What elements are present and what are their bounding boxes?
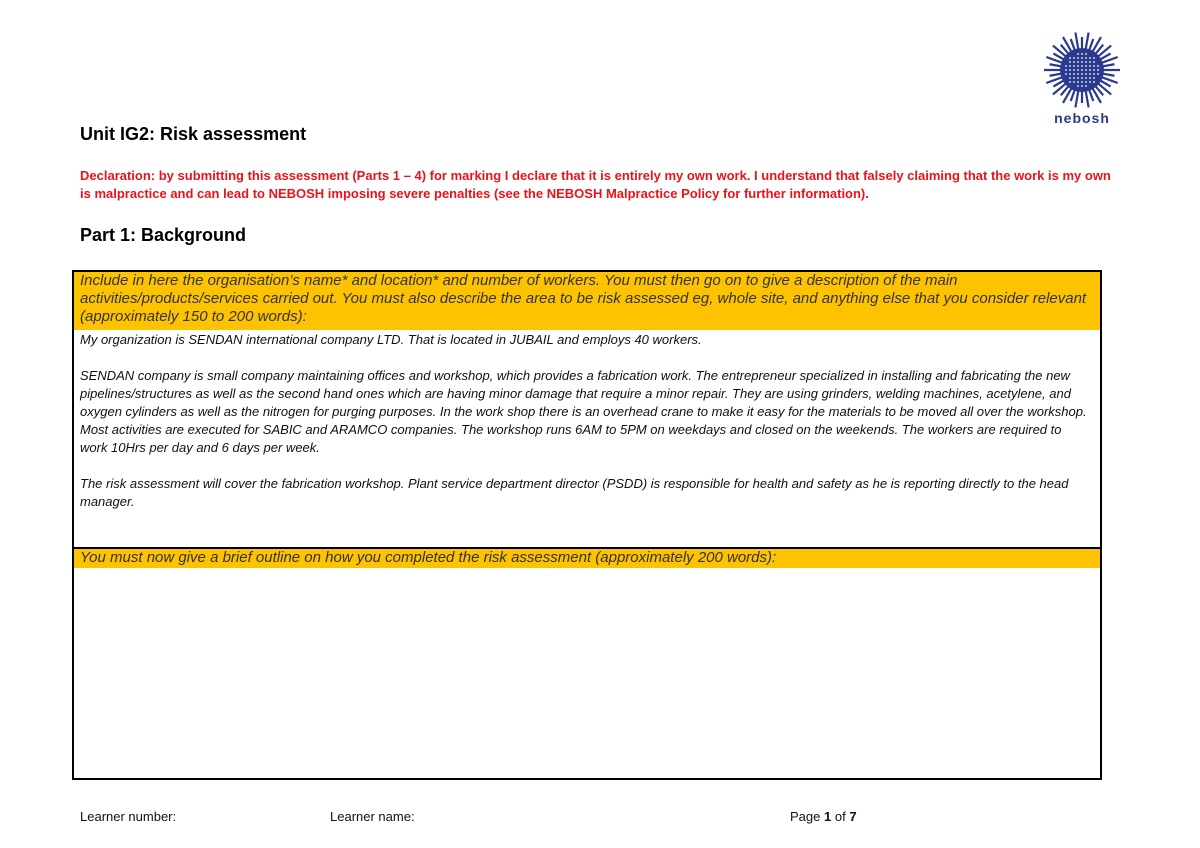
answer-paragraph: The risk assessment will cover the fabrication workshop. Plant service department director (PSDD) is responsible for health and safety as he is reporting directly to the head manager. xyxy=(80,476,1069,509)
learner-name-label: Learner name: xyxy=(330,809,415,824)
page-title: Unit IG2: Risk assessment xyxy=(80,124,307,144)
page-indicator xyxy=(790,809,857,824)
organisation-prompt: Include in here the organisation’s name* and location* and number of workers. You must then go on to give a description of the main activities/products/services carried out. You must also describe the area to be risk assessed eg, whole site, and anything else that you consider relevant (approximately 150 to 200 words): xyxy=(74,272,1100,330)
nebosh-logo xyxy=(1040,30,1124,126)
outline-answer-area[interactable] xyxy=(74,568,1100,778)
section-title: Part 1: Background xyxy=(80,225,247,245)
page-prefix: Page xyxy=(790,809,821,824)
outline-prompt: You must now give a brief outline on how you completed the risk assessment (approximately 200 words): xyxy=(74,549,1100,568)
page-total: 7 xyxy=(849,809,857,824)
page-current: 1 xyxy=(824,809,832,824)
declaration-text: Declaration: by submitting this assessment (Parts 1 – 4) for marking I declare that it is entirely my own work. I understand that falsely claiming that the work is my own is malpractice and can lead to NEBOSH imposing severe penalties (see the NEBOSH Malpractice Policy for further information). xyxy=(80,168,1111,201)
background-form-box xyxy=(72,270,1102,780)
answer-paragraph: My organization is SENDAN international company LTD. That is located in JUBAIL and employs 40 workers. xyxy=(80,332,702,347)
learner-number-label: Learner number: xyxy=(80,809,177,824)
background-answer[interactable] xyxy=(80,331,1090,529)
answer-paragraph: SENDAN company is small company maintaining offices and workshop, which provides a fabrication work. The entrepreneur specialized in installing and fabricating the new pipelines/structures as well as the second hand ones which are having minor damage that require a minor repair. They are using grinders, welding machines, acetylene, and oxygen cylinders as well as the nitrogen for purging purposes. In the work shop there is an overhead crane to make it easy for the materials to be moved all over the workshop. Most activities are executed for SABIC and ARAMCO companies. The workshop runs 6AM to 5PM on weekdays and closed on the weekends. The workers are required to work 10Hrs per day and 6 days per week. xyxy=(80,368,1087,455)
nebosh-globe-icon xyxy=(1040,30,1124,110)
page-of: of xyxy=(834,809,846,824)
logo-text: nebosh xyxy=(1054,110,1110,126)
